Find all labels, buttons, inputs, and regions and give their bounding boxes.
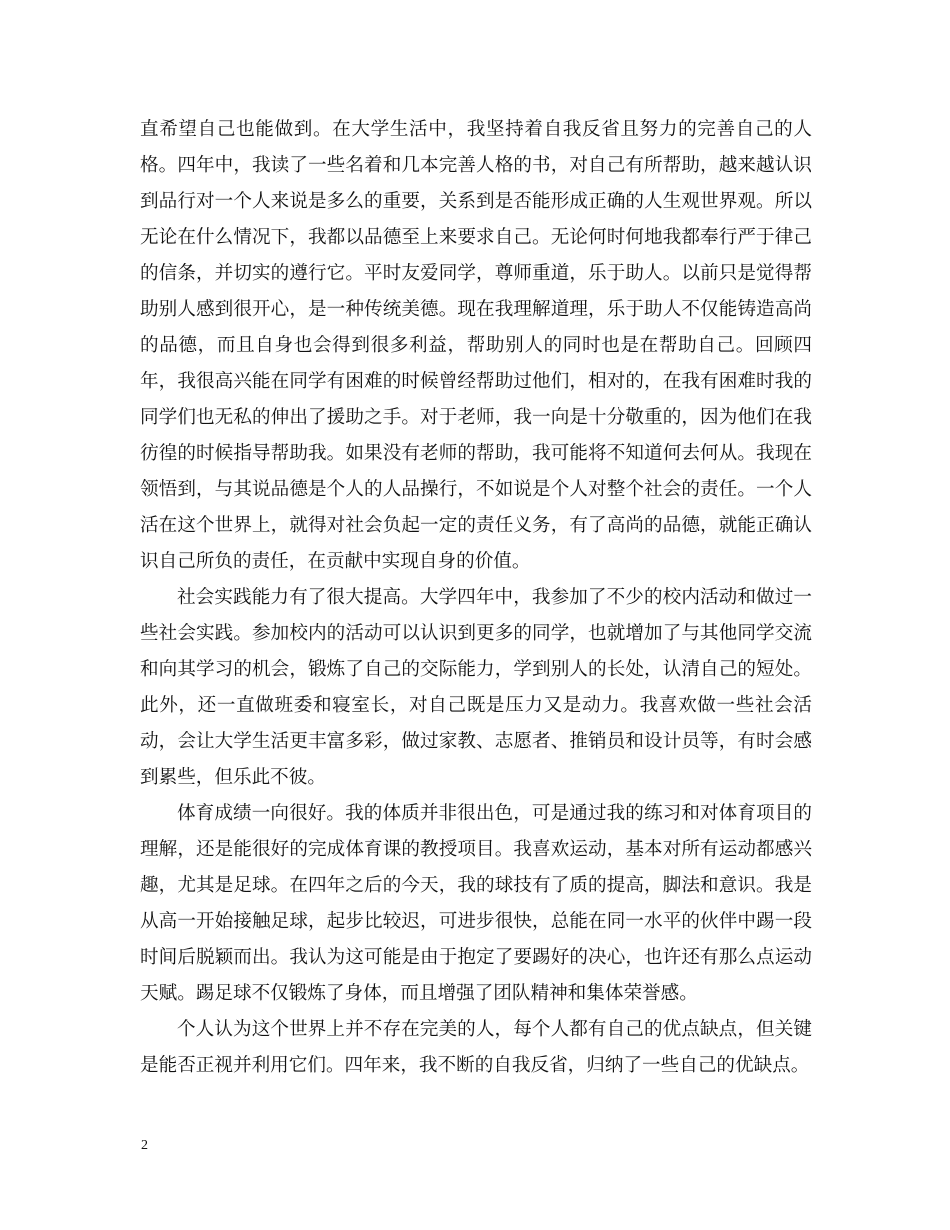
page-number: 2 [141, 1138, 148, 1153]
paragraph-character: 直希望自己也能做到。在大学生活中，我坚持着自我反省且努力的完善自己的人格。四年中，我读了一些名着和几本完善人格的书，对自己有所帮助，越来越认识到品行对一个人来说是多么的重要，关系到是否能形成正确的人生观世界观。所以无论在什么情况下，我都以品德至上来要求自己。无论何时何地我都奉行严于律己的信条，并切实的遵行它。平时友爱同学，尊师重道，乐于助人。以前只是觉得帮助别人感到很开心，是一种传统美德。现在我理解道理，乐于助人不仅能铸造高尚的品德，而且自身也会得到很多利益，帮助别人的同时也是在帮助自己。回顾四年，我很高兴能在同学有困难的时候曾经帮助过他们，相对的，在我有困难时我的同学们也无私的伸出了援助之手。对于老师，我一向是十分敬重的，因为他们在我彷徨的时候指导帮助我。如果没有老师的帮助，我可能将不知道何去何从。我现在领悟到，与其说品德是个人的人品操行，不如说是个人对整个社会的责任。一个人活在这个世界上，就得对社会负起一定的责任义务，有了高尚的品德，就能正确认识自己所负的责任，在贡献中实现自身的价值。 [140, 119, 812, 572]
paragraph-sports: 体育成绩一向很好。我的体质并非很出色，可是通过我的练习和对体育项目的理解，还是能很好的完成体育课的教授项目。我喜欢运动，基本对所有运动都感兴趣，尤其是足球。在四年之后的今天，我的球技有了质的提高，脚法和意识。我是从高一开始接触足球，起步比较迟，可进步很快，总能在同一水平的伙伴中踢一段时间后脱颖而出。我认为这可能是由于抱定了要踢好的决心，也许还有那么点运动天赋。踢足球不仅锻炼了身体，而且增强了团队精神和集体荣誉感。 [140, 803, 812, 1004]
paragraph-self-reflection: 个人认为这个世界上并不存在完美的人，每个人都有自己的优点缺点，但关键是能否正视并利用它们。四年来，我不断的自我反省，归纳了一些自己的优缺点。 [140, 1019, 812, 1076]
document-body [140, 112, 812, 1084]
paragraph-social-practice: 社会实践能力有了很大提高。大学四年中，我参加了不少的校内活动和做过一些社会实践。参加校内的活动可以认识到更多的同学，也就增加了与其他同学交流和向其学习的机会，锻炼了自己的交际能力，学到别人的长处，认清自己的短处。此外，还一直做班委和寝室长，对自己既是压力又是动力。我喜欢做一些社会活动，会让大学生活更丰富多彩，做过家教、志愿者、推销员和设计员等，有时会感到累些，但乐此不彼。 [140, 587, 812, 788]
